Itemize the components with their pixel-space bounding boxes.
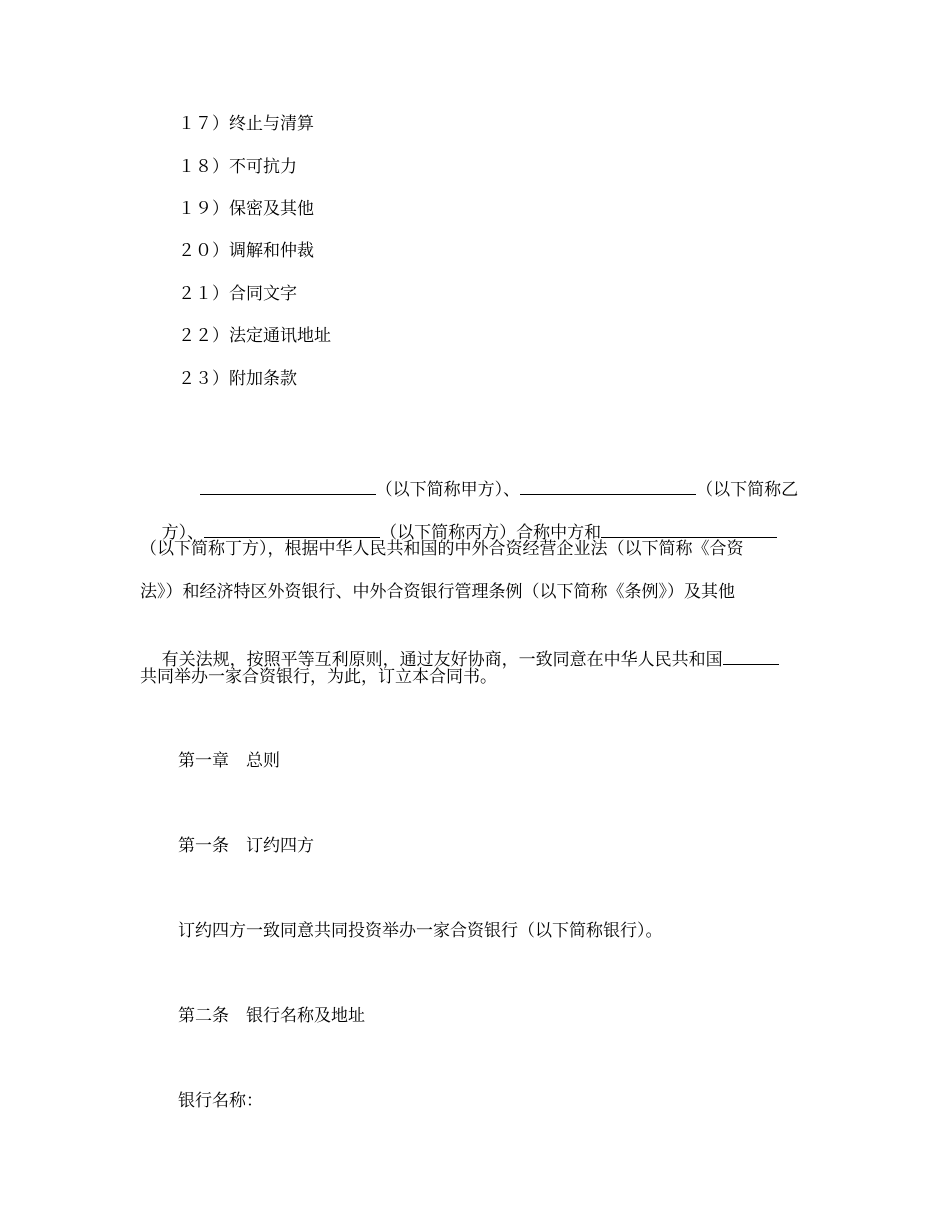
preamble-text: 有关法规，按照平等互利原则，通过友好协商，一致同意在中华人民共和国 <box>161 650 723 670</box>
toc-item: ２０）调解和仲裁 <box>178 241 314 261</box>
toc-item: ２３）附加条款 <box>178 369 297 389</box>
article-2-title: 第二条 银行名称及地址 <box>178 1006 365 1026</box>
preamble-text: （以下简称丙方）合称中方和 <box>380 523 602 543</box>
preamble-text: （以下简称乙 <box>696 480 799 500</box>
party-c-blank <box>204 519 380 538</box>
toc-item: ２２）法定通讯地址 <box>178 326 331 346</box>
article-1-title: 第一条 订约四方 <box>178 836 314 856</box>
toc-item: １７）终止与清算 <box>178 114 314 134</box>
location-blank <box>723 646 779 665</box>
preamble-line-4: 法》）和经济特区外资银行、中外合资银行管理条例（以下简称《条例》）及其他 <box>140 582 735 602</box>
preamble-text: （以下简称甲方）、 <box>375 480 521 500</box>
party-b-blank <box>520 476 696 495</box>
article-1-body: 订约四方一致同意共同投资举办一家合资银行（以下简称银行）。 <box>178 921 663 941</box>
preamble-line-6: 共同举办一家合资银行，为此，订立本合同书。 <box>140 667 497 687</box>
preamble-text: 方）、 <box>161 523 205 543</box>
party-a-blank <box>200 476 376 495</box>
preamble-line-3: （以下简称丁方），根据中华人民共和国的中外合资经营企业法（以下简称《合资 <box>140 539 744 559</box>
chapter-heading: 第一章 总则 <box>178 751 280 771</box>
bank-name-label: 银行名称： <box>178 1091 263 1111</box>
toc-item: １８）不可抗力 <box>178 157 297 177</box>
toc-item: ２１）合同文字 <box>178 284 297 304</box>
toc-item: １９）保密及其他 <box>178 199 314 219</box>
party-d-blank <box>601 519 777 538</box>
